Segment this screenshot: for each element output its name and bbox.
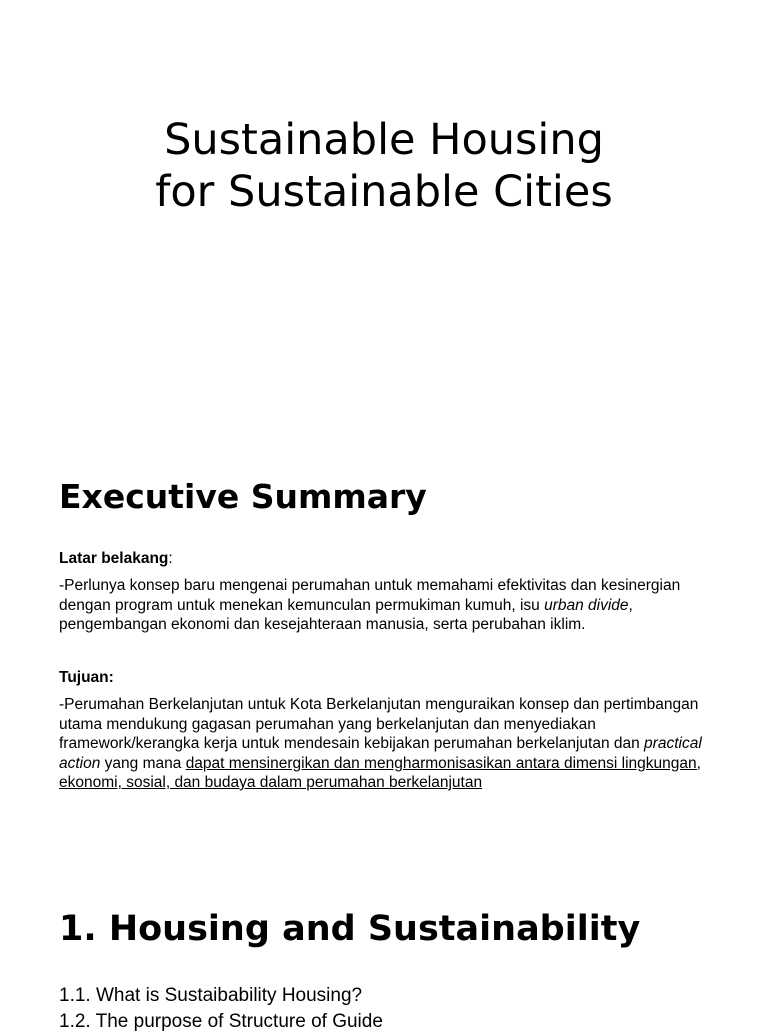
document-title: [0, 114, 768, 218]
background-label: [59, 549, 729, 569]
title-slide: [0, 0, 768, 440]
goal-text-start: -Perumahan Berkelanjutan untuk Kota Berkelanjutan menguraikan konsep dan pertimbangan utama mendukung gagasan perumahan yang berkelanjutan dan menyediakan framework/kerangka kerja untuk mendesain kebijakan perumahan berkelanjutan dan: [59, 696, 699, 752]
background-paragraph: [59, 576, 729, 635]
goal-paragraph: [59, 695, 729, 793]
goal-text-middle: yang mana: [100, 754, 186, 772]
background-label-text: Latar belakang: [59, 550, 169, 567]
executive-summary-heading: Executive Summary: [59, 477, 427, 516]
goal-text-italic: practical action: [59, 735, 702, 772]
background-text-end: , pengembangan ekonomi dan kesejahteraan manusia, serta perubahan iklim.: [59, 596, 633, 633]
background-text-italic: urban divide: [544, 596, 629, 614]
list-item: 1.2. The purpose of Structure of Guide: [59, 1011, 383, 1032]
background-text-start: -Perlunya konsep baru mengenai perumahan untuk memahami efektivitas dan kesinergian dengan program untuk menekan kemunculan permukiman kumuh, isu: [59, 577, 681, 614]
background-label-colon: :: [168, 550, 173, 567]
title-line-2: for Sustainable Cities: [155, 167, 613, 217]
list-item: 1.1. What is Sustaibability Housing?: [59, 985, 363, 1006]
housing-sustainability-heading: 1. Housing and Sustainability: [59, 909, 641, 949]
title-line-1: Sustainable Housing: [164, 115, 604, 165]
goal-label: Tujuan:: [59, 669, 114, 686]
housing-section-list: [59, 983, 383, 1035]
goal-text-underlined: dapat mensinergikan dan mengharmonisasikan antara dimensi lingkungan, ekonomi, sosial, dan budaya dalam perumahan berkelanjutan: [59, 754, 701, 791]
